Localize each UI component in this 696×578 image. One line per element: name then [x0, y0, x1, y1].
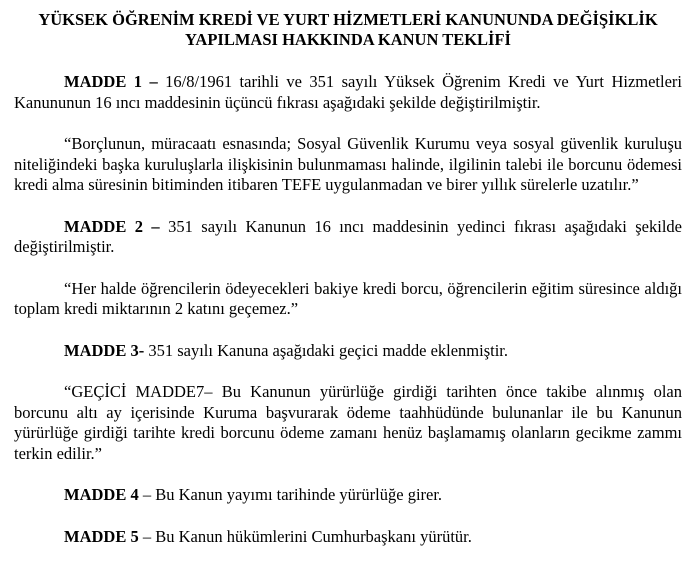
article-2: [14, 217, 682, 258]
title-line-1: YÜKSEK ÖĞRENİM KREDİ VE YURT HİZMETLERİ KANUNUNDA DEĞİŞİKLİK: [38, 10, 658, 29]
article-5-heading: MADDE 5: [64, 526, 139, 546]
article-1: [14, 72, 682, 113]
article-3: [14, 341, 682, 362]
article-2-heading: MADDE 2 –: [64, 216, 160, 236]
article-3-quote: “GEÇİCİ MADDE7– Bu Kanunun yürürlüğe girdiği tarihten önce takibe alınmış olan borcunu altı ay içerisinde Kuruma başvurarak ödeme taahhüdünde bulunanlar ile bu Kanunun yürürlüğe girdiği tarihte kredi borcunu ödeme zamanı henüz başlamamış olanların gecikme zammı terkin edilir.”: [14, 382, 682, 463]
article-1-quote: “Borçlunun, müracaatı esnasında; Sosyal Güvenlik Kurumu veya sosyal güvenlik kuruluşu niteliğindeki başka kuruluşlarla ilişkisinin bulunmaması halinde, ilgilinin talebi ile borcunu ödemesi kredi alma süresinin bitiminden itibaren TEFE uygulanmadan ve birer yıllık sürelerle uzatılır.”: [14, 134, 682, 194]
title-line-2: YAPILMASI HAKKINDA KANUN TEKLİFİ: [185, 30, 511, 49]
article-4: [14, 485, 682, 506]
article-1-heading: MADDE 1 –: [64, 72, 158, 91]
article-3-heading: MADDE 3-: [64, 340, 145, 360]
article-4-heading: MADDE 4: [64, 485, 139, 504]
document-title: [14, 10, 682, 50]
article-5: [14, 527, 682, 548]
article-4-text: – Bu Kanun yayımı tarihinde yürürlüğe girer.: [138, 485, 443, 504]
article-1-text: 16/8/1961 tarihli ve 351 sayılı Yüksek Öğrenim Kredi ve Yurt Hizmetleri Kanununun 16 ıncı maddesinin üçüncü fıkrası aşağıdaki şekilde değiştirilmiştir.: [14, 72, 683, 112]
article-2-quote: “Her halde öğrencilerin ödeyecekleri bakiye kredi borcu, öğrencilerin eğitim süresince aldığı toplam kredi miktarının 2 katını geçemez.”: [14, 278, 682, 318]
article-3-text: 351 sayılı Kanuna aşağıdaki geçici madde eklenmiştir.: [144, 340, 509, 360]
article-5-text: – Bu Kanun hükümlerini Cumhurbaşkanı yürütür.: [138, 526, 472, 546]
article-2-text: 351 sayılı Kanunun 16 ıncı maddesinin yedinci fıkrası aşağıdaki şekilde değiştirilmiştir.: [14, 216, 682, 256]
document-page: [14, 10, 682, 547]
